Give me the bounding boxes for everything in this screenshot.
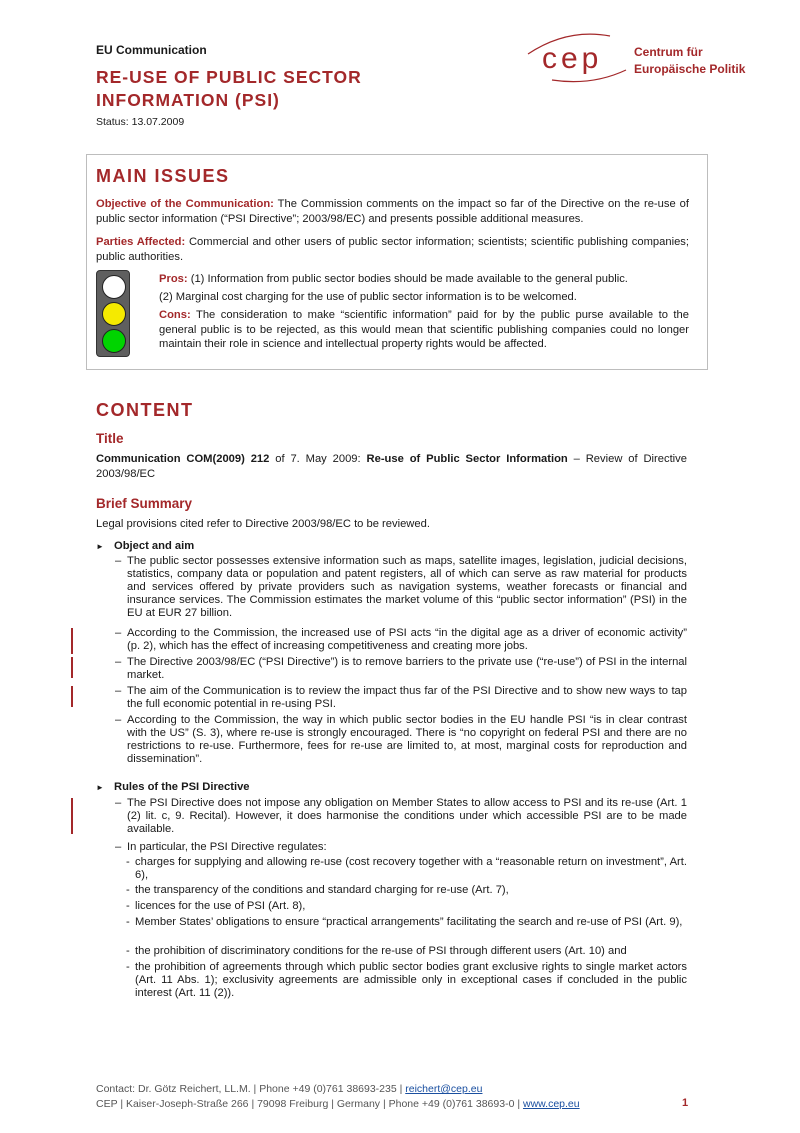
bullet-arrow-icon: ► xyxy=(96,542,104,551)
content-heading: CONTENT xyxy=(96,400,194,420)
bullet-arrow-icon: ► xyxy=(96,783,104,792)
brief-summary-heading: Brief Summary xyxy=(96,496,193,511)
parties-label: Parties Affected: xyxy=(96,236,186,248)
title-heading: Title xyxy=(96,431,124,446)
rules-item-2 xyxy=(115,841,687,854)
logo-wordmark xyxy=(634,44,745,78)
footer-website-link[interactable]: www.cep.eu xyxy=(522,1098,580,1110)
sub-dash-glyph: - xyxy=(126,900,130,912)
sub-dash-glyph: - xyxy=(126,916,130,928)
status-date: Status: 13.07.2009 xyxy=(96,116,185,128)
page-number: 1 xyxy=(682,1097,689,1109)
item-text: According to the Commission, the increased use of PSI acts “in the digital age as a driver of economic activity” (p. 2), which has the effect of increasing competitiveness and creating more jobs. xyxy=(127,627,687,652)
item-text: The aim of the Communication is to review the impact thus far of the PSI Directive and to show new ways to tap the full economic potential in re-using PSI. xyxy=(127,685,687,710)
footer-contact-text: Contact: Dr. Götz Reichert, LL.M. | Phone +49 (0)761 38693-235 | xyxy=(96,1083,406,1095)
sub-dash-glyph: - xyxy=(126,884,130,896)
dash-glyph: – xyxy=(115,797,122,809)
object-item-2 xyxy=(115,627,687,653)
pros-paragraph xyxy=(159,272,689,287)
parties-text: Commercial and other users of public sector information; scientists; scientific publishing companies; public authorities. xyxy=(96,236,689,263)
logo-line-1: Centrum für xyxy=(634,45,703,59)
bullet-label: Object and aim xyxy=(114,540,195,552)
footer-address-text: CEP | Kaiser-Joseph-Straße 266 | 79098 Freiburg | Germany | Phone +49 (0)761 38693-0 | xyxy=(96,1098,523,1110)
cons-paragraph xyxy=(159,308,689,352)
document-title: RE-USE OF PUBLIC SECTOR INFORMATION (PSI) xyxy=(96,67,362,110)
dash-glyph: – xyxy=(115,555,122,567)
item-text: the prohibition of agreements through which public sector bodies grant exclusive rights to single market actors (Art. 11 Abs. 1); exclusivity agreements are admissible only in exceptional cases if concluded in the public interest (Art. 11 (2)). xyxy=(135,961,687,999)
regulates-item-5 xyxy=(126,945,687,958)
regulates-item-4 xyxy=(126,916,687,929)
traffic-light-bottom-lamp xyxy=(102,329,126,353)
dash-glyph: – xyxy=(115,627,122,639)
margin-change-bar xyxy=(71,657,73,678)
traffic-light-middle-lamp xyxy=(102,302,126,326)
title-paragraph xyxy=(96,452,687,481)
cep-logo xyxy=(522,30,762,86)
object-item-1 xyxy=(115,555,687,620)
pros-item-2: (2) Marginal cost charging for the use of public sector information is to be welcomed. xyxy=(159,291,577,303)
main-issues-heading: MAIN ISSUES xyxy=(96,166,230,186)
margin-change-bar xyxy=(71,798,73,834)
item-text: the transparency of the conditions and standard charging for re-use (Art. 7), xyxy=(135,884,509,896)
pros-item-1: (1) Information from public sector bodies should be made available to the general public. xyxy=(187,273,628,285)
main-issues-box xyxy=(86,154,708,370)
object-item-3 xyxy=(115,656,687,682)
sub-dash-glyph: - xyxy=(126,961,130,973)
item-text: The PSI Directive does not impose any obligation on Member States to allow access to PSI and its re-use (Art. 1 (2) lit. c, 9. Recital). However, it does harmonise the conditions under which accessible PSI are to be made available. xyxy=(127,797,687,835)
title-review-note: – Review of Directive 2003/98/EC xyxy=(96,453,687,480)
footer-address xyxy=(96,1098,580,1110)
margin-change-bar xyxy=(71,686,73,707)
traffic-light-top-lamp xyxy=(102,275,126,299)
regulates-item-2 xyxy=(126,884,687,897)
footer-email-link[interactable]: reichert@cep.eu xyxy=(405,1083,483,1095)
cep-logo-letters: cep xyxy=(542,42,603,75)
objective-text: The Commission comments on the impact so far of the Directive on the re-use of public sector information (“PSI Directive”; 2003/98/EC) and presents possible additional measures. xyxy=(96,198,689,225)
margin-change-bar xyxy=(71,628,73,654)
rules-item-1 xyxy=(115,797,687,836)
dash-glyph: – xyxy=(115,685,122,697)
dash-glyph: – xyxy=(115,714,122,726)
item-text: charges for supplying and allowing re-use (cost recovery together with a “reasonable return on investment”, Art. 6), xyxy=(135,856,687,881)
series-label: EU Communication xyxy=(96,43,207,57)
item-text: The Directive 2003/98/EC (“PSI Directive”) is to remove barriers to the private use (“re-use”) of PSI in the internal market. xyxy=(127,656,687,681)
cons-label: Cons: xyxy=(159,309,191,321)
dash-glyph: – xyxy=(115,656,122,668)
title-document-ref: Communication COM(2009) 212 xyxy=(96,453,270,465)
item-text: In particular, the PSI Directive regulates: xyxy=(127,841,327,853)
dash-glyph: – xyxy=(115,841,122,853)
cep-logo-mark xyxy=(522,30,632,86)
item-text: licences for the use of PSI (Art. 8), xyxy=(135,900,306,912)
objective-paragraph xyxy=(96,197,689,226)
logo-line-2: Europäische Politik xyxy=(634,62,746,76)
item-text: the prohibition of discriminatory conditions for the re-use of PSI through different users (Art. 10) and xyxy=(135,945,627,957)
item-text: The public sector possesses extensive information such as maps, satellite images, legislation, judicial decisions, statistics, company data or population and patent registers, all of which can serve as raw material for products and services offered by private providers such as navigation systems, weather forecasts or financial and insurance services. The Commission estimates the market volume of this “public sector information” (PSI) in the EU at EUR 27 billion. xyxy=(127,555,687,619)
item-text: According to the Commission, the way in which public sector bodies in the EU handle PSI “is in clear contrast with the US” (S. 3), where re-use is strongly encouraged. There is “no copyright on federal PSI and there are no restrictions to re-use. Furthermore, fees for re-use are limited to, at most, marginal costs for reproduction and dissemination”. xyxy=(127,714,687,765)
bullet-label: Rules of the PSI Directive xyxy=(114,781,250,793)
sub-dash-glyph: - xyxy=(126,856,130,868)
title-date: of 7. May 2009: xyxy=(269,453,367,465)
object-item-5 xyxy=(115,714,687,766)
bullet-rules-of-directive xyxy=(96,781,250,793)
traffic-light-icon xyxy=(96,270,130,357)
objective-label: Objective of the Communication: xyxy=(96,198,274,210)
title-document-name: Re-use of Public Sector Information xyxy=(366,453,568,465)
regulates-item-3 xyxy=(126,900,687,913)
regulates-item-6 xyxy=(126,961,687,1000)
item-text: Member States’ obligations to ensure “practical arrangements” facilitating the search and re-use of PSI (Art. 9), xyxy=(135,916,683,928)
object-item-4 xyxy=(115,685,687,711)
pros-label: Pros: xyxy=(159,273,188,285)
summary-intro: Legal provisions cited refer to Directive 2003/98/EC to be reviewed. xyxy=(96,518,430,530)
regulates-item-1 xyxy=(126,856,687,882)
footer-contact xyxy=(96,1083,482,1095)
bullet-object-and-aim xyxy=(96,540,194,552)
cons-text: The consideration to make “scientific information” paid for by the public purse available to the general public is to be rejected, as this would mean that scientific publishing companies could no longer maintain their role in science and intellectual property rights would be affected. xyxy=(159,309,689,350)
parties-paragraph xyxy=(96,235,689,264)
sub-dash-glyph: - xyxy=(126,945,130,957)
